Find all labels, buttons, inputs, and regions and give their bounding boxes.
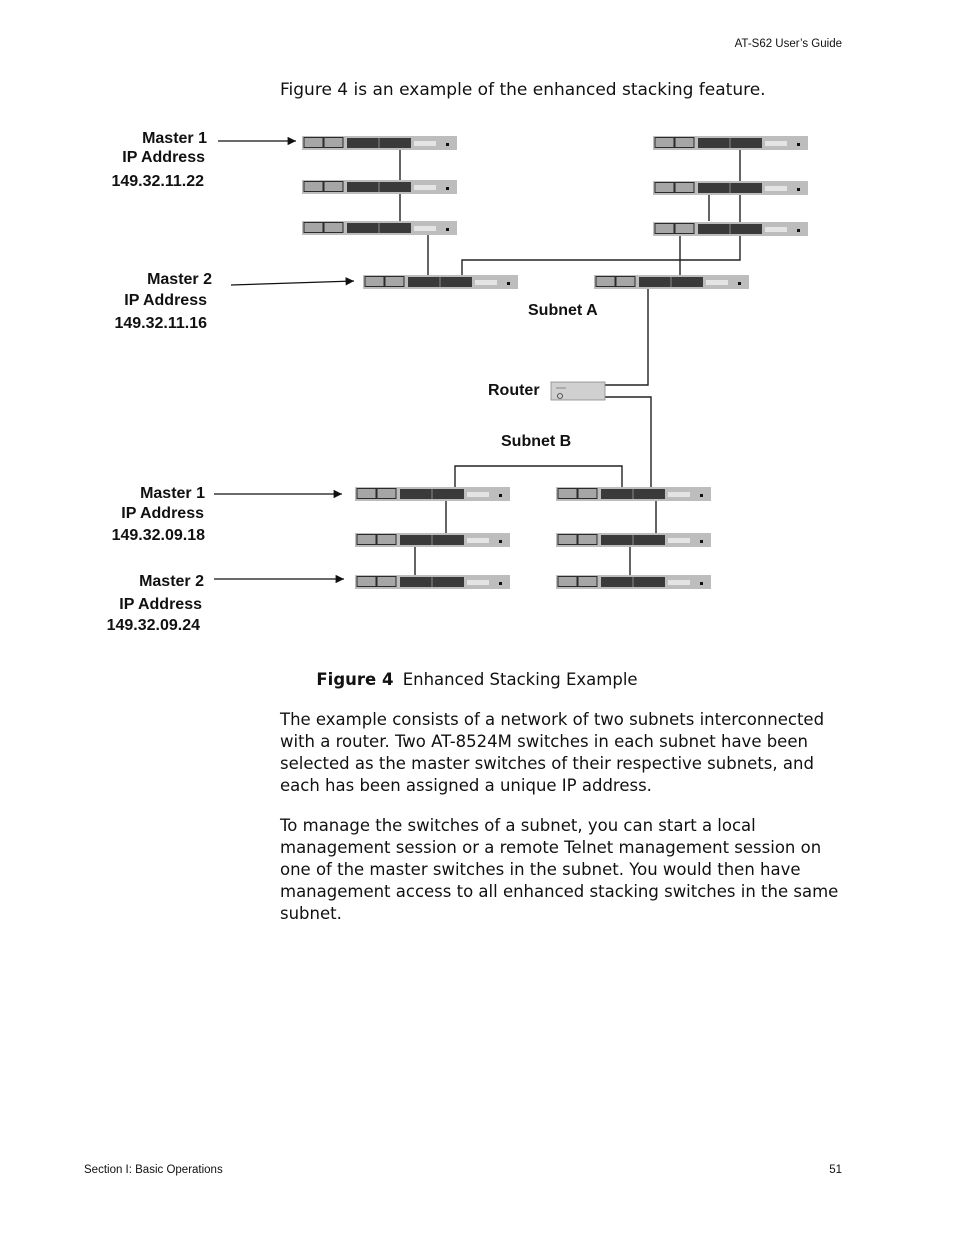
switch-a-right-3 [653, 222, 808, 236]
footer-section: Section I: Basic Operations [84, 1164, 223, 1176]
intro-sentence: Figure 4 is an example of the enhanced stacking feature. [280, 80, 766, 100]
body-paragraph-1: The example consists of a network of two subnets interconnected with a router. Two AT-8524M switches in each subnet have been selected as the master switches of their respective subnets, and each has been assigned a unique IP address. [280, 710, 825, 795]
body-paragraph-2: To manage the switches of a subnet, you can start a local management session or a remote Telnet management session on one of the master switches in the subnet. You would then have management access to all enhanced stacking switches in the same subnet. [280, 816, 839, 923]
footer-page-number: 51 [829, 1164, 842, 1176]
label-subnet-a: Subnet A [528, 302, 598, 319]
switch-a-master1 [302, 136, 457, 150]
switch-a-right-1 [653, 136, 808, 150]
switch-b-right-2 [556, 533, 711, 547]
switch-b-master1 [355, 487, 510, 501]
label-a-master1-ip: 149.32.11.22 [111, 173, 204, 190]
switch-a-left-3 [302, 221, 457, 235]
switch-b-master2 [355, 575, 510, 589]
figure-number: Figure 4 [316, 670, 394, 689]
label-a-master2-title: Master 2 [147, 271, 212, 288]
label-b-master1-ip: 149.32.09.18 [111, 527, 205, 544]
label-b-master2-title: Master 2 [139, 573, 204, 590]
arrow-a-master2 [231, 281, 354, 285]
switch-a-right-2 [653, 181, 808, 195]
label-a-master1-ip-label: IP Address [122, 149, 205, 166]
figure-title: Enhanced Stacking Example [402, 670, 638, 689]
label-router: Router [488, 382, 540, 399]
running-header: AT-S62 User’s Guide [734, 38, 842, 50]
label-b-master2-ip: 149.32.09.24 [106, 617, 200, 634]
label-a-master2-ip-label: IP Address [124, 292, 207, 309]
switch-a-left-2 [302, 180, 457, 194]
label-a-master2-ip: 149.32.11.16 [114, 315, 207, 332]
switch-a-center-right [594, 275, 749, 289]
label-b-master1-title: Master 1 [140, 485, 205, 502]
switch-a-master2 [363, 275, 518, 289]
router-device [551, 382, 605, 400]
figure-caption [0, 670, 954, 689]
switch-b-left-2 [355, 533, 510, 547]
switch-b-right-3 [556, 575, 711, 589]
switch-b-right-1 [556, 487, 711, 501]
label-a-master1-title: Master 1 [142, 130, 207, 147]
label-b-master1-ip-label: IP Address [121, 505, 204, 522]
label-subnet-b: Subnet B [501, 433, 572, 450]
label-b-master2-ip-label: IP Address [119, 596, 202, 613]
